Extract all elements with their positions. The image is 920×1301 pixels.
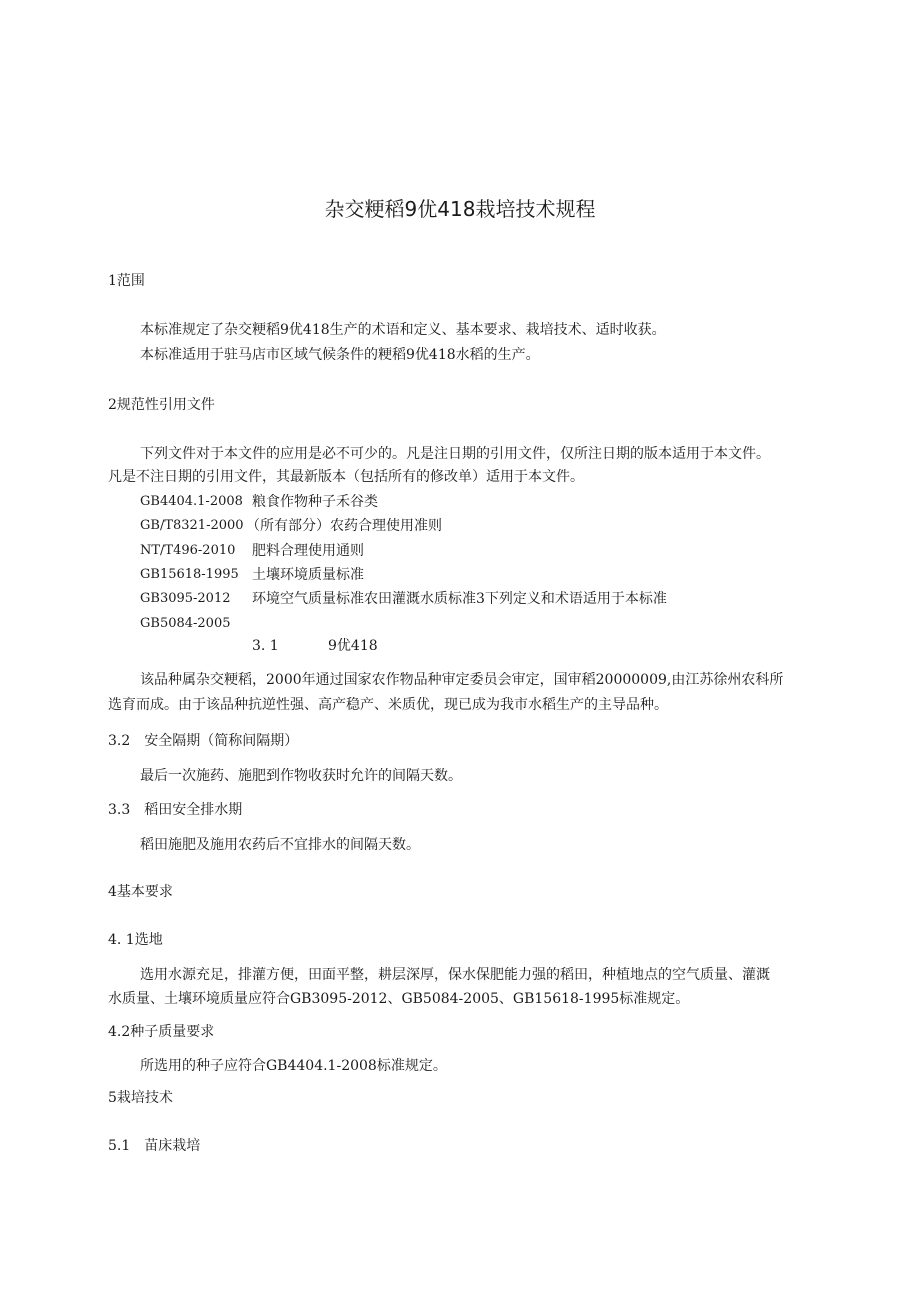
- section-2-paragraph-line-2: 凡是不注日期的引用文件，其最新版本（包括所有的修改单）适用于本文件。: [108, 469, 584, 485]
- reference-name: 环境空气质量标准农田灌溉水质标准3下列定义和术语适用于本标准: [252, 591, 667, 607]
- document-title: 杂交粳稻9优418栽培技术规程: [324, 197, 596, 221]
- section-4-heading: 4基本要求: [108, 884, 173, 900]
- subsection-4-2-heading: 4.2种子质量要求: [108, 1024, 215, 1040]
- term-3-3-paragraph: 稻田施肥及施用农药后不宜排水的间隔天数。: [140, 837, 420, 853]
- reference-name: （所有部分）农药合理使用准则: [246, 518, 442, 534]
- reference-code: GB/T8321-2000: [140, 518, 244, 533]
- reference-name: 土壤环境质量标准: [252, 567, 364, 583]
- section-2-paragraph-line-1: 下列文件对于本文件的应用是必不可少的。凡是注日期的引用文件，仅所注日期的版本适用于本文件。: [140, 446, 770, 462]
- subsection-4-1-paragraph-line-2: 水质量、土壤环境质量应符合GB3095-2012、GB5084-2005、GB15618-1995标准规定。: [108, 991, 690, 1007]
- term-3-3-heading: 3.3 稻田安全排水期: [108, 802, 243, 818]
- reference-code: NT/T496-2010: [140, 543, 236, 558]
- section-1-paragraph-2: 本标准适用于驻马店市区域气候条件的粳稻9优418水稻的生产。: [140, 347, 540, 363]
- reference-code: GB15618-1995: [140, 567, 239, 582]
- section-1-heading: 1范围: [108, 273, 145, 289]
- subsection-4-1-paragraph-line-1: 选用水源充足，排灌方便，田面平整，耕层深厚，保水保肥能力强的稻田，种植地点的空气质量、灌溉: [140, 967, 770, 983]
- reference-code: GB4404.1-2008: [140, 494, 243, 509]
- reference-name: 粮食作物种子禾谷类: [252, 494, 378, 510]
- section-5-heading: 5栽培技术: [108, 1090, 173, 1106]
- subsection-5-1-heading: 5.1 苗床栽培: [108, 1138, 201, 1154]
- reference-code: GB5084-2005: [140, 616, 231, 631]
- reference-name: 肥料合理使用通则: [252, 543, 364, 559]
- term-3-1-number: 3. 1: [252, 638, 279, 654]
- section-1-paragraph-1: 本标准规定了杂交粳稻9优418生产的术语和定义、基本要求、栽培技术、适时收获。: [140, 322, 666, 338]
- subsection-4-2-paragraph: 所选用的种子应符合GB4404.1-2008标准规定。: [140, 1058, 447, 1074]
- term-3-2-heading: 3.2 安全隔期（简称间隔期）: [108, 733, 299, 749]
- term-3-1-name: 9优418: [328, 638, 378, 654]
- term-3-1-paragraph-line-1: 该品种属杂交粳稻，2000年通过国家农作物品种审定委员会审定，国审稻20000009,由江苏徐州农科所: [140, 672, 784, 688]
- section-2-heading: 2规范性引用文件: [108, 397, 215, 413]
- reference-code: GB3095-2012: [140, 591, 231, 606]
- term-3-2-paragraph: 最后一次施药、施肥到作物收获时允许的间隔天数。: [140, 768, 462, 784]
- term-3-1-paragraph-line-2: 选育而成。由于该品种抗逆性强、高产稳产、米质优，现已成为我市水稻生产的主导品种。: [108, 697, 668, 713]
- subsection-4-1-heading: 4. 1选地: [108, 932, 163, 948]
